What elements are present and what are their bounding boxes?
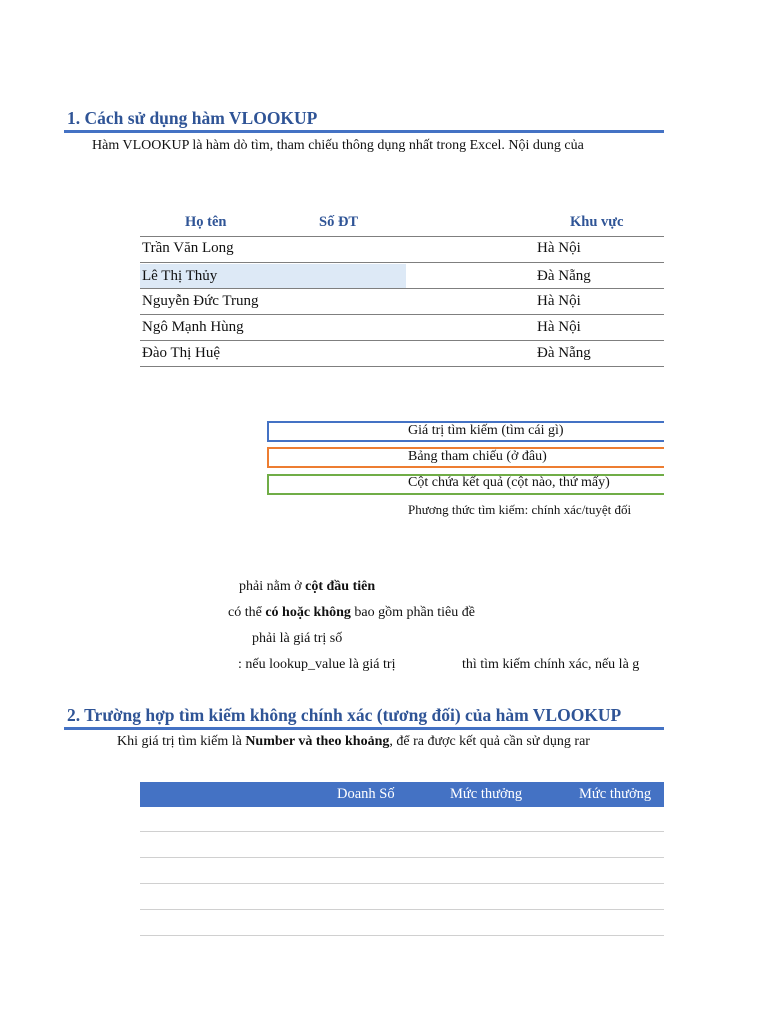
lookup-value-label: Giá trị tìm kiếm (tìm cái gì)	[408, 423, 564, 438]
table1-header-name: Họ tên	[185, 214, 227, 230]
table1-row-rule	[140, 288, 664, 289]
section2-intro: Khi giá trị tìm kiếm là Number và theo khoảng, để ra được kết quả cần sử dụng rar	[117, 734, 590, 749]
explanation-line-1: phải nằm ở cột đầu tiên	[239, 579, 376, 594]
section2-heading-rule	[64, 727, 664, 730]
table1-row-rule	[140, 366, 664, 367]
table1-cell-region[interactable]: Đà Nẵng	[537, 268, 591, 284]
table2-header-sales: Doanh Số	[337, 786, 395, 802]
table1-cell-region[interactable]: Hà Nội	[537, 293, 581, 309]
section1-heading-rule	[64, 130, 664, 133]
explanation-line-3: phải là giá trị số	[252, 631, 343, 646]
col-index-label: Cột chứa kết quả (cột nào, thứ mấy)	[408, 475, 610, 490]
table2-row-rule	[140, 935, 664, 936]
table1-header-rule	[140, 236, 664, 237]
explanation-line-4a: : nếu lookup_value là giá trị	[238, 657, 396, 672]
section1-intro: Hàm VLOOKUP là hàm dò tìm, tham chiếu thông dụng nhất trong Excel. Nội dung của	[92, 138, 584, 153]
table1-cell-region[interactable]: Hà Nội	[537, 319, 581, 335]
table1-cell-region[interactable]: Hà Nội	[537, 240, 581, 256]
table1-row-rule	[140, 262, 664, 263]
explanation-line-2: có thể có hoặc không bao gồm phần tiêu đề	[228, 605, 475, 620]
table1-cell-name[interactable]: Lê Thị Thủy	[142, 268, 218, 284]
table1-cell-name[interactable]: Đào Thị Huệ	[142, 345, 221, 361]
table1-header-region: Khu vực	[570, 214, 624, 230]
table2-row-rule	[140, 857, 664, 858]
table1-cell-name[interactable]: Ngô Mạnh Hùng	[142, 319, 244, 335]
table2-header-bonus-2: Mức thưởng	[579, 786, 652, 802]
section1-heading: 1. Cách sử dụng hàm VLOOKUP	[67, 108, 318, 128]
table1-cell-region[interactable]: Đà Nẵng	[537, 345, 591, 361]
table2-header-bonus-1: Mức thưởng	[450, 786, 523, 802]
table2-row-rule	[140, 883, 664, 884]
explanation-line-4b: thì tìm kiếm chính xác, nếu là g	[462, 657, 640, 672]
table1-cell-name[interactable]: Trần Văn Long	[142, 240, 234, 256]
section2-heading: 2. Trường hợp tìm kiếm không chính xác (tương đối) của hàm VLOOKUP	[67, 705, 622, 725]
table2-row-rule	[140, 909, 664, 910]
table1-row-rule	[140, 340, 664, 341]
range-lookup-label: Phương thức tìm kiếm: chính xác/tuyệt đối	[408, 502, 632, 517]
table1-header-phone: Số ĐT	[319, 214, 359, 230]
table-array-label: Bảng tham chiếu (ở đâu)	[408, 449, 547, 464]
table1-cell-name[interactable]: Nguyễn Đức Trung	[142, 293, 259, 309]
table2-row-rule	[140, 831, 664, 832]
table1-row-rule	[140, 314, 664, 315]
